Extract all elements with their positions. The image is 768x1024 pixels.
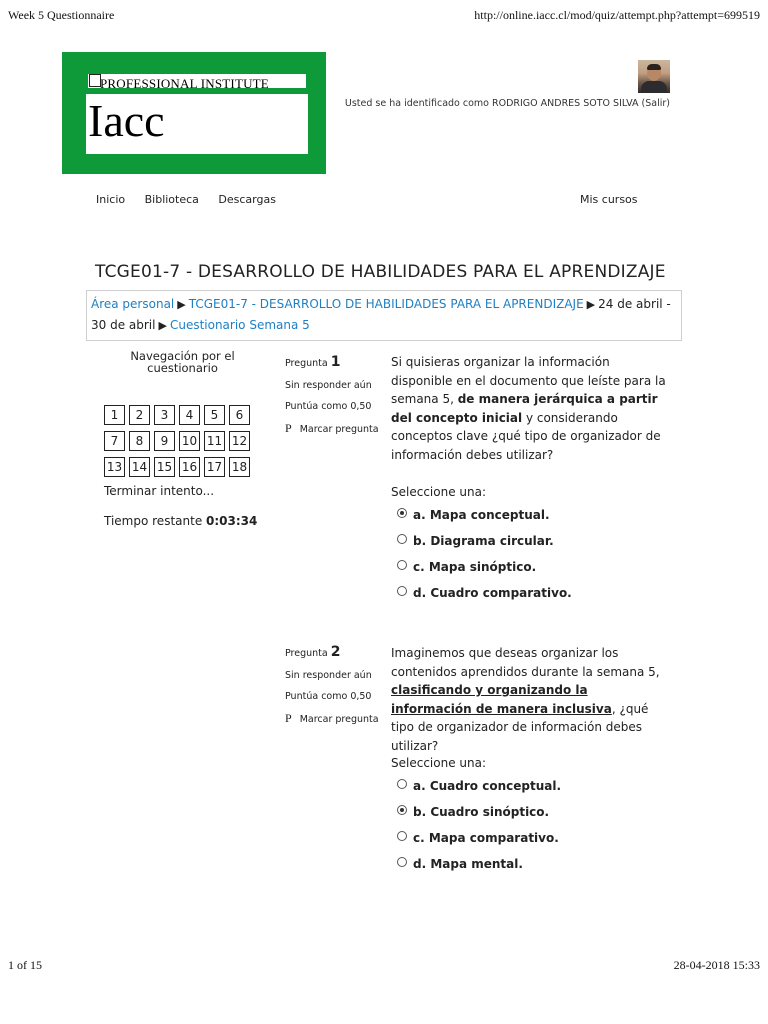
question-2-option-c[interactable] — [397, 831, 559, 845]
question-nav-button[interactable]: 13 — [104, 457, 125, 477]
question-text-bold: de manera jerárquica a partir del concepto inicial — [391, 392, 658, 425]
breadcrumb — [86, 290, 682, 341]
question-nav-button[interactable]: 1 — [104, 405, 125, 425]
breadcrumb-course[interactable]: TCGE01-7 - DESARROLLO DE HABILIDADES PARA EL APRENDIZAJE — [188, 297, 584, 311]
question-text-end: y considerando conceptos clave ¿qué tipo de organizador de información debes utilizar? — [391, 410, 661, 462]
question-2-text — [391, 644, 671, 755]
breadcrumb-separator-icon: ▶ — [158, 319, 167, 332]
question-1-option-a[interactable] — [397, 508, 550, 522]
question-text: Imaginemos que deseas organizar los contenidos aprendidos durante la semana 5, — [391, 646, 660, 679]
main-nav — [96, 193, 292, 206]
radio-icon[interactable] — [397, 857, 407, 867]
radio-icon[interactable] — [397, 508, 407, 518]
radio-icon[interactable] — [397, 534, 407, 544]
flag-label: Marcar pregunta — [299, 714, 379, 725]
question-2-option-a[interactable] — [397, 779, 561, 793]
question-2-info — [285, 644, 379, 726]
question-label: Pregunta — [285, 358, 328, 369]
option-label: d. Cuadro comparativo. — [413, 586, 572, 600]
option-label: c. Mapa comparativo. — [413, 831, 559, 845]
time-remaining — [104, 514, 257, 528]
option-label: d. Mapa mental. — [413, 857, 523, 871]
question-text-bold: clasificando y organizando la información de manera inclusiva — [391, 683, 612, 716]
option-label: c. Mapa sinóptico. — [413, 560, 537, 574]
option-label: b. Diagrama circular. — [413, 534, 554, 548]
question-number — [285, 354, 379, 370]
avatar-hair — [647, 64, 661, 70]
flag-label: Marcar pregunta — [299, 424, 379, 435]
question-nav-button[interactable]: 15 — [154, 457, 175, 477]
question-nav-button[interactable]: 3 — [154, 405, 175, 425]
radio-icon[interactable] — [397, 805, 407, 815]
flag-icon: P — [285, 421, 292, 435]
radio-icon[interactable] — [397, 831, 407, 841]
question-nav-button[interactable]: 17 — [204, 457, 225, 477]
logo-subtitle: PROFESSIONAL INSTITUTE — [100, 76, 269, 91]
logo-mark: Iacc — [88, 95, 165, 146]
question-2-option-d[interactable] — [397, 857, 523, 871]
question-number-value: 1 — [330, 354, 341, 370]
nav-library[interactable]: Biblioteca — [144, 193, 199, 206]
question-nav-button[interactable]: 14 — [129, 457, 150, 477]
question-grid-row — [104, 456, 264, 482]
course-title: TCGE01-7 - DESARROLLO DE HABILIDADES PARA EL APRENDIZAJE — [95, 262, 666, 282]
breadcrumb-separator-icon: ▶ — [177, 298, 186, 311]
question-1-option-c[interactable] — [397, 560, 536, 574]
question-nav-button[interactable]: 12 — [229, 431, 250, 451]
question-nav-button[interactable]: 11 — [204, 431, 225, 451]
print-page-number: 1 of 15 — [8, 958, 42, 972]
question-nav-button[interactable]: 5 — [204, 405, 225, 425]
flag-question-toggle[interactable] — [285, 712, 379, 726]
question-nav-button[interactable]: 9 — [154, 431, 175, 451]
question-1-option-b[interactable] — [397, 534, 554, 548]
avatar-body — [641, 81, 667, 93]
print-footer — [8, 958, 760, 973]
question-points: Puntúa como 0,50 — [285, 401, 372, 412]
nav-my-courses[interactable]: Mis cursos — [580, 193, 638, 206]
question-grid-row — [104, 430, 264, 456]
quiz-nav-title: Navegación por el cuestionario — [130, 349, 235, 375]
print-header — [8, 8, 760, 23]
question-nav-button[interactable]: 8 — [129, 431, 150, 451]
flag-question-toggle[interactable] — [285, 422, 379, 436]
question-text: Si quisieras organizar la información disponible en el documento que leíste para la semana 5, — [391, 355, 666, 406]
logout-link[interactable]: (Salir) — [641, 98, 670, 109]
time-remaining-label: Tiempo restante — [104, 514, 203, 528]
question-nav-button[interactable]: 2 — [129, 405, 150, 425]
question-number-value: 2 — [330, 644, 341, 660]
question-number — [285, 644, 379, 660]
question-points: Puntúa como 0,50 — [285, 691, 372, 702]
question-grid-row — [104, 404, 264, 430]
login-info — [345, 98, 670, 109]
question-label: Pregunta — [285, 648, 328, 659]
question-nav-button[interactable]: 16 — [179, 457, 200, 477]
question-grid — [104, 404, 264, 482]
question-1-prompt: Seleccione una: — [391, 485, 486, 499]
question-2-option-b[interactable] — [397, 805, 549, 819]
nav-downloads[interactable]: Descargas — [218, 193, 276, 206]
question-nav-button[interactable]: 10 — [179, 431, 200, 451]
question-1-text — [391, 353, 671, 464]
print-header-title: Week 5 Questionnaire — [8, 8, 115, 22]
breadcrumb-quiz[interactable]: Cuestionario Semana 5 — [169, 318, 310, 332]
question-text-end: , ¿qué tipo de organizador de información debes utilizar? — [391, 701, 649, 753]
question-2-prompt: Seleccione una: — [391, 756, 486, 770]
finish-attempt-link[interactable]: Terminar intento... — [104, 484, 215, 498]
question-1-info — [285, 354, 379, 436]
question-nav-button[interactable]: 18 — [229, 457, 250, 477]
question-nav-button[interactable]: 6 — [229, 405, 250, 425]
option-label: b. Cuadro sinóptico. — [413, 805, 550, 819]
print-datetime: 28-04-2018 15:33 — [673, 958, 760, 972]
question-nav-button[interactable]: 4 — [179, 405, 200, 425]
breadcrumb-dashboard[interactable]: Área personal — [91, 297, 175, 311]
login-text: Usted se ha identificado como RODRIGO ANDRES SOTO SILVA — [344, 98, 639, 109]
question-nav-button[interactable]: 7 — [104, 431, 125, 451]
radio-icon[interactable] — [397, 586, 407, 596]
question-status: Sin responder aún — [285, 380, 372, 391]
quiz-navigation — [100, 349, 265, 528]
breadcrumb-week: 24 de abril - 30 de abril — [91, 297, 671, 332]
question-status: Sin responder aún — [285, 670, 372, 681]
radio-icon[interactable] — [397, 779, 407, 789]
print-header-url: http://online.iacc.cl/mod/quiz/attempt.php?attempt=699519 — [474, 8, 760, 22]
time-remaining-value: 0:03:34 — [206, 514, 258, 528]
user-avatar[interactable] — [638, 60, 670, 93]
option-label: a. Mapa conceptual. — [413, 508, 550, 522]
breadcrumb-separator-icon: ▶ — [586, 298, 596, 311]
flag-icon: P — [285, 711, 292, 725]
question-1-option-d[interactable] — [397, 586, 572, 600]
option-label: a. Cuadro conceptual. — [413, 779, 562, 793]
nav-home[interactable]: Inicio — [96, 193, 126, 206]
radio-icon[interactable] — [397, 560, 407, 570]
site-logo[interactable] — [62, 52, 326, 174]
